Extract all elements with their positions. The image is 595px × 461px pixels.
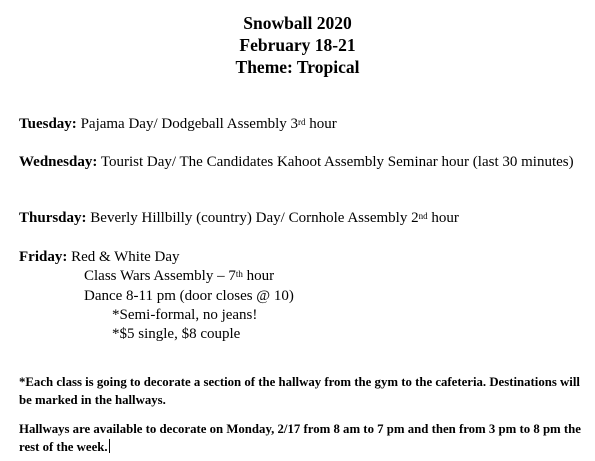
day-tuesday	[19, 114, 337, 134]
ordinal-suffix: rd	[298, 117, 306, 127]
day-thursday	[19, 208, 459, 228]
day-text: Tourist Day/ The Candidates Kahoot Assembly Seminar hour (last 30 minutes)	[97, 154, 574, 170]
day-text: Pajama Day/ Dodgeball Assembly 3	[76, 116, 299, 132]
event-theme: Theme: Tropical	[235, 57, 360, 77]
friday-dance: Dance 8-11 pm (door closes @ 10)	[84, 288, 294, 304]
day-text-end: hour	[305, 116, 337, 132]
event-title: Snowball 2020	[243, 13, 352, 33]
day-label: Friday:	[19, 249, 68, 265]
day-text: Beverly Hillbilly (country) Day/ Cornhole Assembly 2	[86, 210, 419, 226]
day-label: Tuesday:	[19, 116, 77, 132]
day-text-end: hour	[427, 210, 459, 226]
day-wednesday	[19, 152, 579, 172]
friday-assembly	[84, 266, 274, 286]
assembly-text-end: hour	[242, 268, 275, 284]
friday-price-note: *$5 single, $8 couple	[112, 326, 241, 342]
ordinal-suffix: nd	[418, 211, 428, 221]
hallway-availability-text: Hallways are available to decorate on Monday, 2/17 from 8 am to 7 pm and then from 3 pm to 8 pm the rest of the week.	[19, 422, 581, 454]
hallway-decor-note: *Each class is going to decorate a section of the hallway from the gym to the cafeteria. Destinations will be marked in the hallways.	[19, 375, 580, 407]
day-label: Thursday:	[19, 210, 87, 226]
text-cursor	[109, 439, 110, 453]
friday-dress-note: *Semi-formal, no jeans!	[112, 307, 258, 323]
assembly-text: Class Wars Assembly – 7	[84, 268, 236, 284]
event-dates: February 18-21	[239, 35, 356, 55]
title-block	[0, 12, 595, 78]
ordinal-suffix: th	[235, 269, 243, 279]
day-label: Wednesday:	[19, 154, 98, 170]
day-text: Red & White Day	[67, 249, 180, 265]
hallway-availability-note	[19, 420, 584, 456]
day-friday	[19, 247, 180, 267]
